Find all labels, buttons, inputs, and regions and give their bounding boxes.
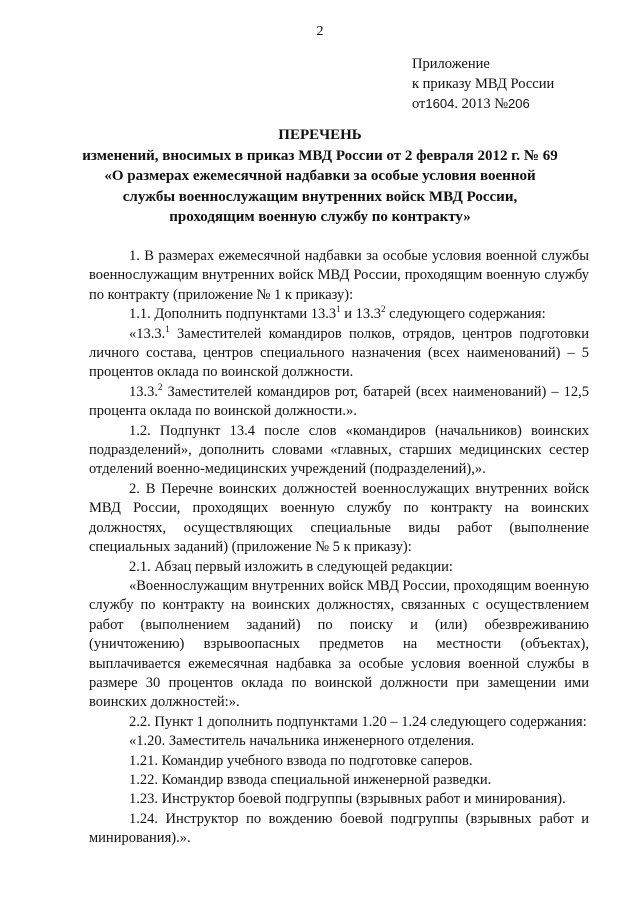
list-item-1-20: «1.20. Заместитель начальника инженерного отделения.: [129, 733, 475, 750]
title-line-1: изменений, вносимых в приказ МВД России от 2 февраля 2012 г. № 69: [82, 147, 558, 164]
title-line-2: «О размерах ежемесячной надбавки за особые условия военной: [104, 168, 536, 184]
paragraph-2-2: 2.2. Пункт 1 дополнить подпунктами 1.20 – 1.24 следующего содержания:: [129, 713, 587, 730]
appendix-date-prefix: от: [412, 96, 426, 112]
appendix-number-handwritten: 206: [508, 96, 530, 111]
list-item-1-21: 1.21. Командир учебного взвода по подготовке саперов.: [129, 752, 473, 769]
title-line-3: службы военнослужащим внутренних войск МВД России,: [122, 188, 518, 205]
superscript: 1: [165, 323, 170, 334]
appendix-block: [412, 54, 554, 114]
superscript: 2: [381, 304, 386, 315]
document-title-block: [70, 125, 570, 228]
appendix-date-line: [412, 94, 554, 114]
title-line-4: проходящим военную службу по контракту»: [169, 209, 471, 225]
appendix-year: . 2013 №: [454, 96, 509, 112]
appendix-label: Приложение: [412, 56, 490, 72]
paragraph-13-3-2: [89, 383, 589, 422]
document-heading: ПЕРЕЧЕНЬ: [278, 127, 362, 143]
page-number: 2: [316, 24, 324, 39]
list-item-1-24: 1.24. Инструктор по вождению боевой подгруппы (взрывных работ и минирования).».: [89, 810, 589, 847]
paragraph-13-3-1-num: «13.3.: [129, 325, 166, 342]
paragraph-13-3-2-text: Заместителей командиров рот, батарей (всех наименований) – 12,5 процента оклада по воинской должности.».: [89, 383, 589, 420]
superscript: 1: [336, 304, 341, 315]
paragraph-1-1-text-c: следующего содержания:: [385, 306, 546, 323]
paragraph-1-1-text-b: и 13.3: [340, 306, 382, 323]
document-body: [89, 247, 589, 849]
paragraph-13-3-1: [89, 325, 589, 383]
paragraph-1-2: 1.2. Подпункт 13.4 после слов «командиров (начальников) воинских подразделений», дополнить словами «главных, старших медицинских сестер отделений военно-медицинских учреждений (подразделений),».: [89, 422, 589, 478]
appendix-date-handwritten: 1604: [425, 96, 455, 111]
paragraph-1-1-text-a: 1.1. Дополнить подпунктами 13.3: [129, 306, 337, 323]
list-item-1-23: 1.23. Инструктор боевой подгруппы (взрывных работ и минирования).: [129, 791, 566, 808]
paragraph-13-3-1-text: Заместителей командиров полков, отрядов, центров подготовки личного состава, центров специального назначения (всех наименований) – 5 процентов оклада по воинской должности.: [89, 325, 589, 381]
paragraph-1-1: [89, 305, 589, 324]
paragraph-2-1: 2.1. Абзац первый изложить в следующей редакции:: [129, 558, 453, 575]
appendix-order-ref: к приказу МВД России: [412, 76, 555, 92]
list-item-1-22: 1.22. Командир взвода специальной инженерной разведки.: [129, 771, 492, 788]
paragraph-13-3-2-num: 13.3.: [129, 383, 158, 400]
paragraph-2-1-quote: «Военнослужащим внутренних войск МВД России, проходящим военную службу по контракту на воинских должностях, связанных с осуществлением работ (выполнением заданий) по поиску и (или) обезвреживанию (уничтожению) взрывоопасных предметов на местности (объектах), выплачивается ежемесячная надбавка за особые условия военной службы в размере 30 процентов оклада по воинской должности при замещении ими воинских должностей:».: [89, 577, 589, 711]
superscript: 2: [158, 382, 163, 393]
paragraph-2: 2. В Перечне воинских должностей военнослужащих внутренних войск МВД России, проходящих военную службу по контракту на воинских должностях, осуществляющих специальные виды работ (выполнение специальных заданий) (приложение № 5 к приказу):: [89, 480, 589, 556]
paragraph-1: 1. В размерах ежемесячной надбавки за особые условия военной службы военнослужащим внутренних войск МВД России, проходящим военную службу по контракту (приложение № 1 к приказу):: [89, 248, 589, 303]
